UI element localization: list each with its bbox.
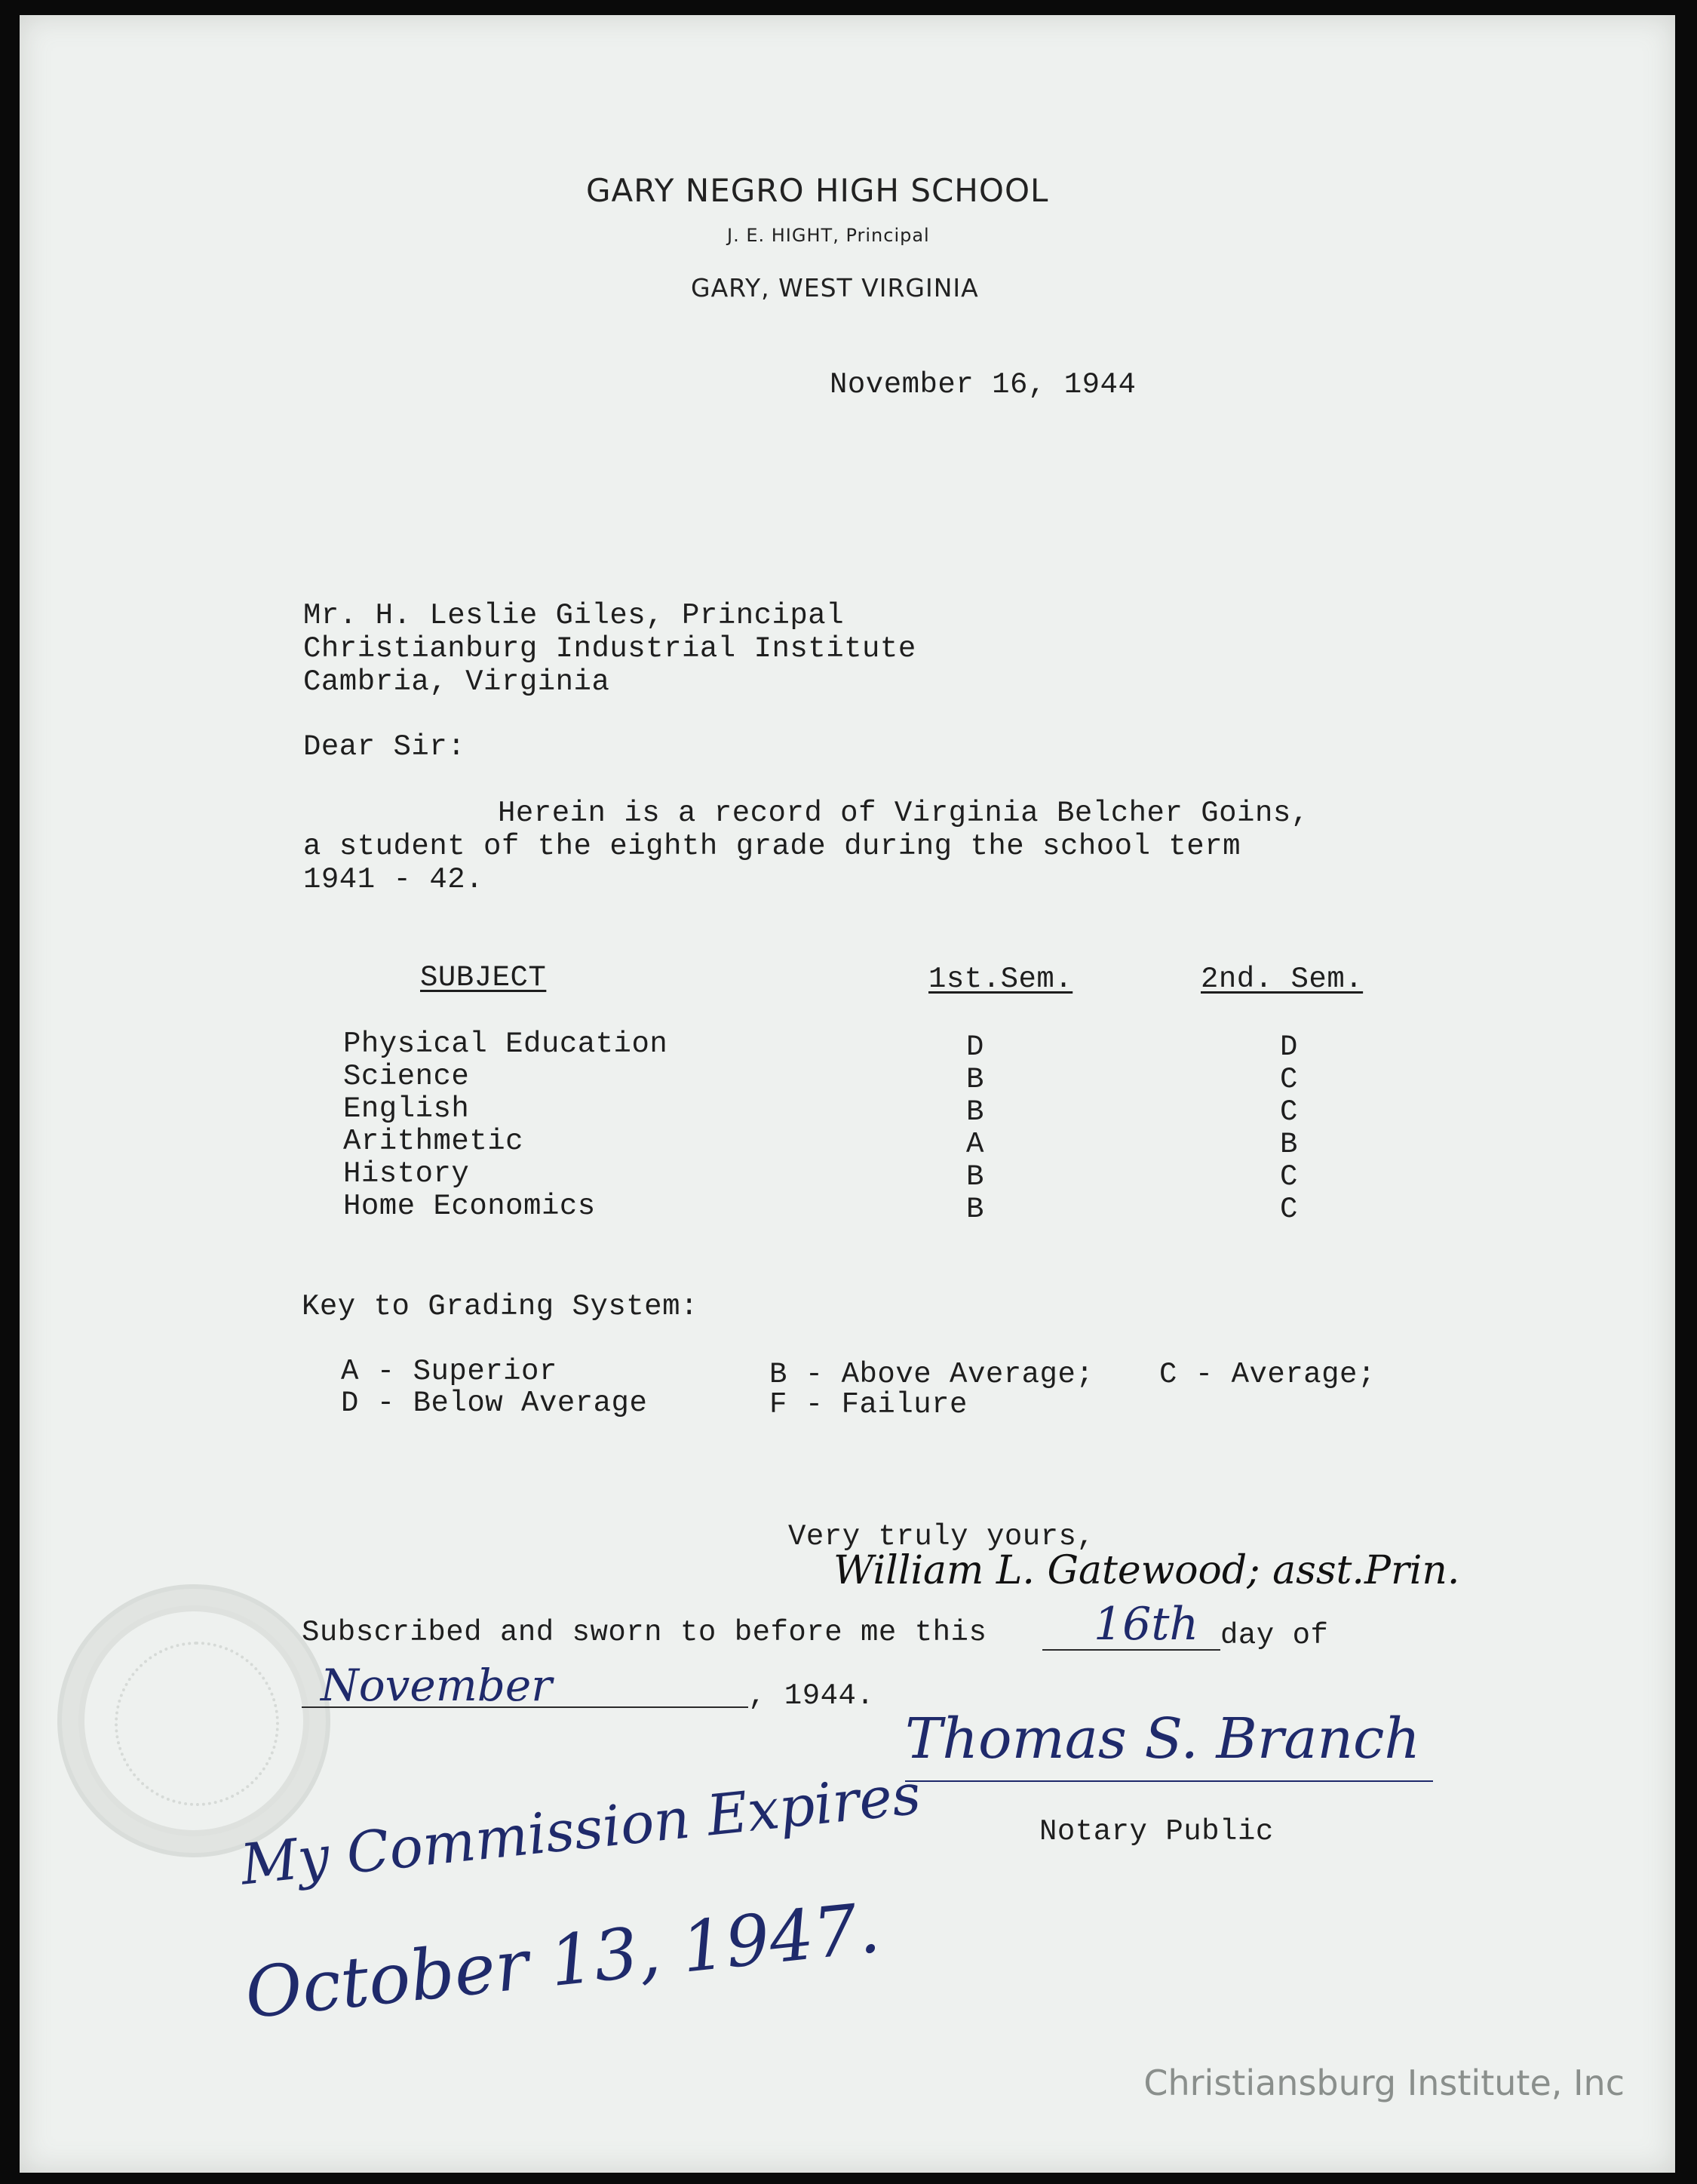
subject-cell: Arithmetic — [343, 1125, 524, 1158]
sworn-statement: Subscribed and sworn to before me this — [302, 1616, 987, 1649]
school-location: GARY, WEST VIRGINIA — [691, 273, 979, 303]
recipient-line-3: Cambria, Virginia — [303, 665, 610, 699]
day-of-text: day of — [1220, 1619, 1329, 1652]
notary-title: Notary Public — [1039, 1815, 1274, 1848]
recipient-line-1: Mr. H. Leslie Giles, Principal — [303, 599, 845, 632]
grading-key-title: Key to Grading System: — [302, 1290, 698, 1323]
subject-cell: Science — [343, 1060, 470, 1093]
first-sem-grade: B — [966, 1063, 984, 1096]
commission-date: October 13, 1947. — [241, 1887, 884, 2035]
closing: Very truly yours, — [788, 1520, 1095, 1553]
assistant-principal-signature: William L. Gatewood; asst.Prin. — [833, 1548, 1460, 1593]
principal-name: J. E. HIGHT, Principal — [727, 225, 930, 246]
notary-seal-inner-ring — [115, 1642, 279, 1806]
sworn-month: November — [321, 1660, 552, 1711]
second-sem-grade: C — [1280, 1095, 1298, 1129]
first-sem-grade: D — [966, 1031, 984, 1064]
archive-watermark: Christiansburg Institute, Inc — [1143, 2063, 1625, 2103]
recipient-line-2: Christianburg Industrial Institute — [303, 632, 916, 665]
header-subject: SUBJECT — [420, 961, 547, 994]
subject-cell: Physical Education — [343, 1027, 668, 1061]
salutation: Dear Sir: — [303, 730, 466, 763]
letter-date: November 16, 1944 — [830, 368, 1137, 401]
second-sem-grade: C — [1280, 1193, 1298, 1226]
grade-key-c: C - Average; — [1159, 1358, 1376, 1391]
header-first-semester: 1st.Sem. — [928, 963, 1073, 996]
body-line-2: a student of the eighth grade during the school term — [303, 830, 1241, 863]
commission-expires: My Commission Expires — [238, 1762, 924, 1898]
grade-key-b: B - Above Average; — [769, 1358, 1094, 1391]
school-name: GARY NEGRO HIGH SCHOOL — [586, 172, 1049, 209]
second-sem-grade: D — [1280, 1031, 1298, 1064]
header-second-semester: 2nd. Sem. — [1201, 963, 1364, 996]
second-sem-grade: C — [1280, 1160, 1298, 1193]
notary-signature: Thomas S. Branch — [905, 1706, 1421, 1771]
first-sem-grade: B — [966, 1095, 984, 1129]
subject-cell: Home Economics — [343, 1190, 596, 1223]
subject-cell: History — [343, 1157, 470, 1190]
first-sem-grade: B — [966, 1193, 984, 1226]
first-sem-grade: B — [966, 1160, 984, 1193]
sworn-year: , 1944. — [748, 1679, 875, 1712]
second-sem-grade: C — [1280, 1063, 1298, 1096]
body-line-1: Herein is a record of Virginia Belcher Goins, — [498, 797, 1309, 830]
grade-key-f: F - Failure — [769, 1388, 968, 1421]
sworn-day: 16th — [1094, 1598, 1199, 1651]
subject-cell: English — [343, 1092, 470, 1126]
second-sem-grade: B — [1280, 1128, 1298, 1161]
grade-key-d: D - Below Average — [341, 1387, 648, 1420]
grade-key-a: A - Superior — [341, 1355, 557, 1388]
body-line-3: 1941 - 42. — [303, 863, 484, 896]
notary-signature-line — [905, 1780, 1433, 1782]
notary-seal — [57, 1584, 330, 1857]
first-sem-grade: A — [966, 1128, 984, 1161]
